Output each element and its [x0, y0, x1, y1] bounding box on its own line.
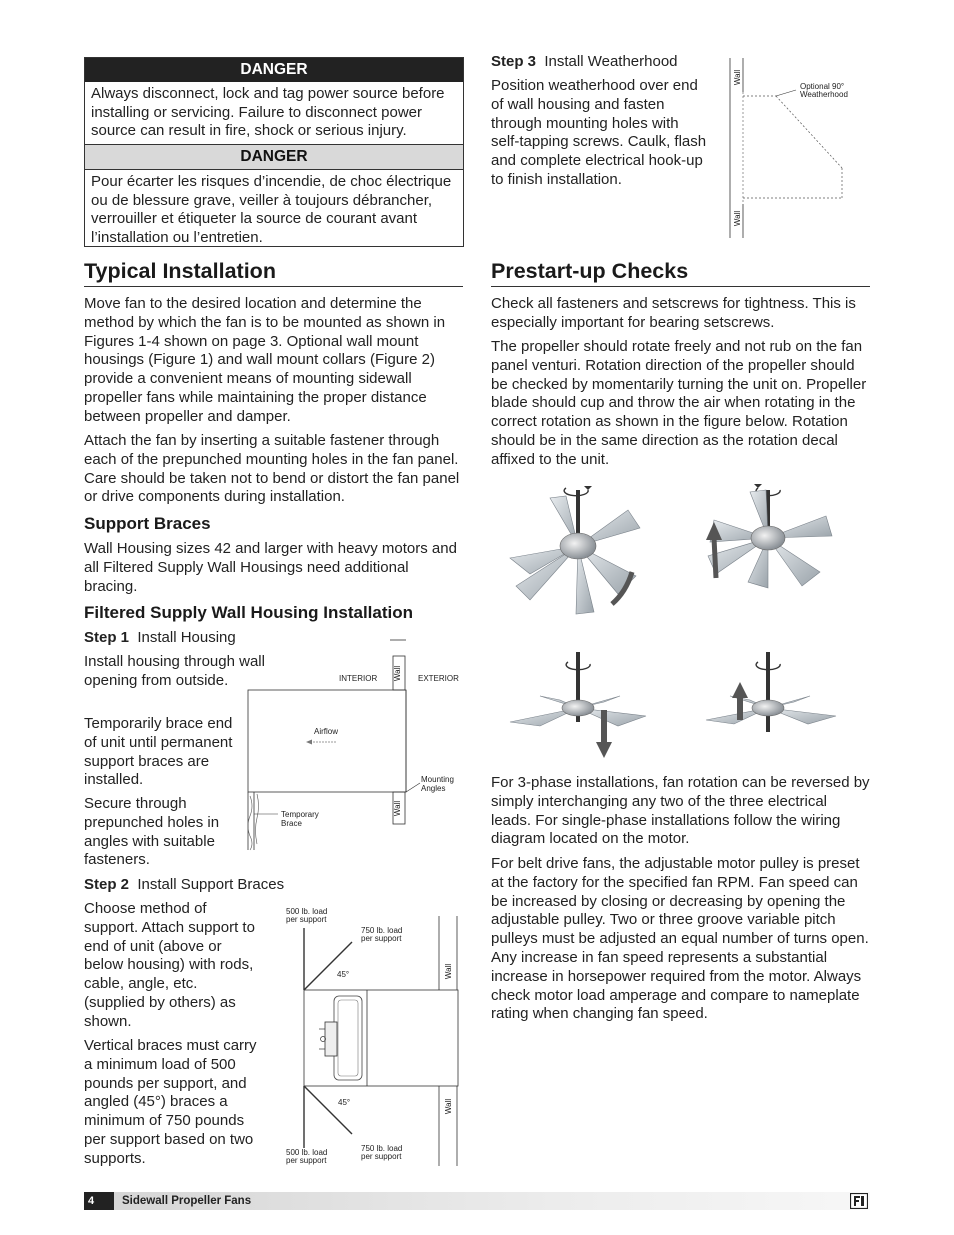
paragraph: Position weatherhood over end of wall housing and fasten through mounting holes with self-tapping screws. Caulk, flash and complete electrical hook-up to finish installation.: [491, 77, 707, 188]
paragraph: Wall Housing sizes 42 and larger with heavy motors and all Filtered Supply Wall Housings need additional bracing.: [84, 540, 457, 595]
paragraph: For 3-phase installations, fan rotation can be reversed by simply interchanging any two of the three electrical leads. For single-phase installations follow the wiring diagram located on the motor.: [491, 774, 870, 848]
paragraph: Attach the fan by inserting a suitable fastener through each of the prepunched mounting holes in the fan panel. Care should be taken not to bend or distort the fan panel or drive components during installation.: [84, 432, 460, 506]
label-per-support: per support: [361, 1152, 402, 1161]
danger-box-english: [84, 57, 464, 146]
paragraph: The propeller should rotate freely and not rub on the fan panel venturi. Rotation direction of the propeller should be checked by momentarily turning the unit on. Propeller blade should cup and throw the air when rotating in the correct rotation as shown in the figure below. Rotation should be in the same direction as the rotation decal affixed to the unit.: [491, 338, 867, 468]
housing-install-diagram: [240, 636, 465, 854]
label-per-support: per support: [286, 915, 327, 924]
propeller-view-top-right: [706, 484, 832, 588]
paragraph: Move fan to the desired location and determine the method by which the fan is to be mounted as shown in Figures 1-4 shown on page 3. Optional wall mount housings (Figure 1) and wall mount collars (Figure 2) provide a convenient means of mounting sidewall propeller fans while maintaining the proper distance between propeller and damper.: [84, 295, 446, 425]
paragraph: Vertical braces must carry a minimum load of 500 pounds per support, and angled (45°) braces a minimum of 750 pounds per support based on two supports.: [84, 1037, 257, 1167]
paragraph: Install housing through wall opening from outside.: [84, 653, 265, 689]
section-title-typical-installation: Typical Installation: [84, 259, 276, 283]
label-interior: INTERIOR: [339, 674, 378, 683]
step-number: Step 1: [84, 629, 130, 646]
label-load-500: 500 lb. load: [286, 907, 328, 916]
danger-label: DANGER: [85, 145, 463, 170]
subsection-title-support-braces: Support Braces: [84, 514, 211, 533]
label-angle: 45°: [338, 1098, 351, 1107]
propeller-view-bottom-right: [706, 652, 836, 732]
step-title: Install Housing: [137, 629, 236, 646]
label-wall: Wall: [393, 665, 403, 682]
label-wall: Wall: [444, 963, 454, 980]
step-number: Step 2: [84, 876, 130, 893]
step-2-heading: [84, 876, 284, 895]
label-load-750: 750 lb. load: [361, 926, 403, 935]
label-per-support: per support: [286, 1156, 327, 1165]
footer-title: Sidewall Propeller Fans: [122, 1195, 252, 1207]
page-number: 4: [84, 1192, 114, 1210]
step-3-heading: [491, 53, 678, 72]
paragraph: Choose method of support. Attach support to end of unit (above or below housing) with rods, cable, angle, etc. (supplied by others) as shown.: [84, 900, 255, 1030]
propeller-view-bottom-left: [510, 652, 646, 758]
step-number: Step 3: [491, 53, 537, 70]
label-exterior: EXTERIOR: [418, 674, 459, 683]
danger-label: DANGER: [85, 58, 463, 82]
paragraph: Secure through prepunched holes in angles with suitable fasteners.: [84, 795, 220, 869]
label-optional-1: Optional 90°: [800, 82, 845, 91]
propeller-rotation-figure: [500, 476, 870, 766]
paragraph: For belt drive fans, the adjustable motor pulley is preset at the factory for the specified fan RPM. Fan speed can be increased by closing or decreasing by opening the adjustable pulley. Two or three groove variable pitch pulleys must be adjusted an equal number of turns open. Any increase in fan speed represents a substantial increase in horsepower required from the motor. Always check motor load amperage and compare to nameplate rating when changing fan speed.: [491, 855, 869, 1023]
label-angle: 45°: [337, 970, 350, 979]
label-temporary-2: Brace: [281, 819, 302, 828]
support-braces-diagram: [285, 908, 465, 1170]
section-rule: [84, 286, 463, 287]
label-temporary-1: Temporary: [281, 810, 319, 819]
label-airflow: Airflow: [314, 727, 339, 736]
label-optional-2: Weatherhood: [800, 90, 848, 99]
label-wall: Wall: [733, 69, 743, 86]
propeller-view-top-left: [510, 486, 640, 614]
subsection-title-filtered-supply: Filtered Supply Wall Housing Installation: [84, 603, 414, 622]
label-wall: Wall: [444, 1098, 454, 1115]
label-mounting-1: Mounting: [421, 775, 454, 784]
danger-text: Always disconnect, lock and tag power source before installing or servicing. Failure to disconnect power source can result in fire, shock or serious injury.: [91, 85, 445, 139]
section-rule: [491, 286, 870, 287]
section-title-prestart-up-checks: Prestart-up Checks: [491, 259, 689, 283]
step-title: Install Support Braces: [137, 876, 285, 893]
label-wall: Wall: [733, 210, 743, 227]
step-title: Install Weatherhood: [544, 53, 678, 70]
brand-logo-icon: [850, 1193, 868, 1209]
paragraph: Check all fasteners and setscrews for tightness. This is especially important for bearing setscrews.: [491, 295, 856, 331]
label-wall: Wall: [393, 800, 403, 817]
label-per-support: per support: [361, 934, 402, 943]
label-mounting-2: Angles: [421, 784, 446, 793]
label-load-750: 750 lb. load: [361, 1144, 403, 1153]
label-load-500: 500 lb. load: [286, 1148, 328, 1157]
danger-box-french: [84, 144, 464, 247]
step-1-heading: [84, 629, 236, 648]
danger-text: Pour écarter les risques d’incendie, de choc électrique ou de blessure grave, veiller à toujours débrancher, verrouiller et étiqueter la source de courant avant l’installation ou l’entretien.: [91, 173, 452, 246]
paragraph: Temporarily brace end of unit until permanent support braces are installed.: [84, 715, 233, 789]
